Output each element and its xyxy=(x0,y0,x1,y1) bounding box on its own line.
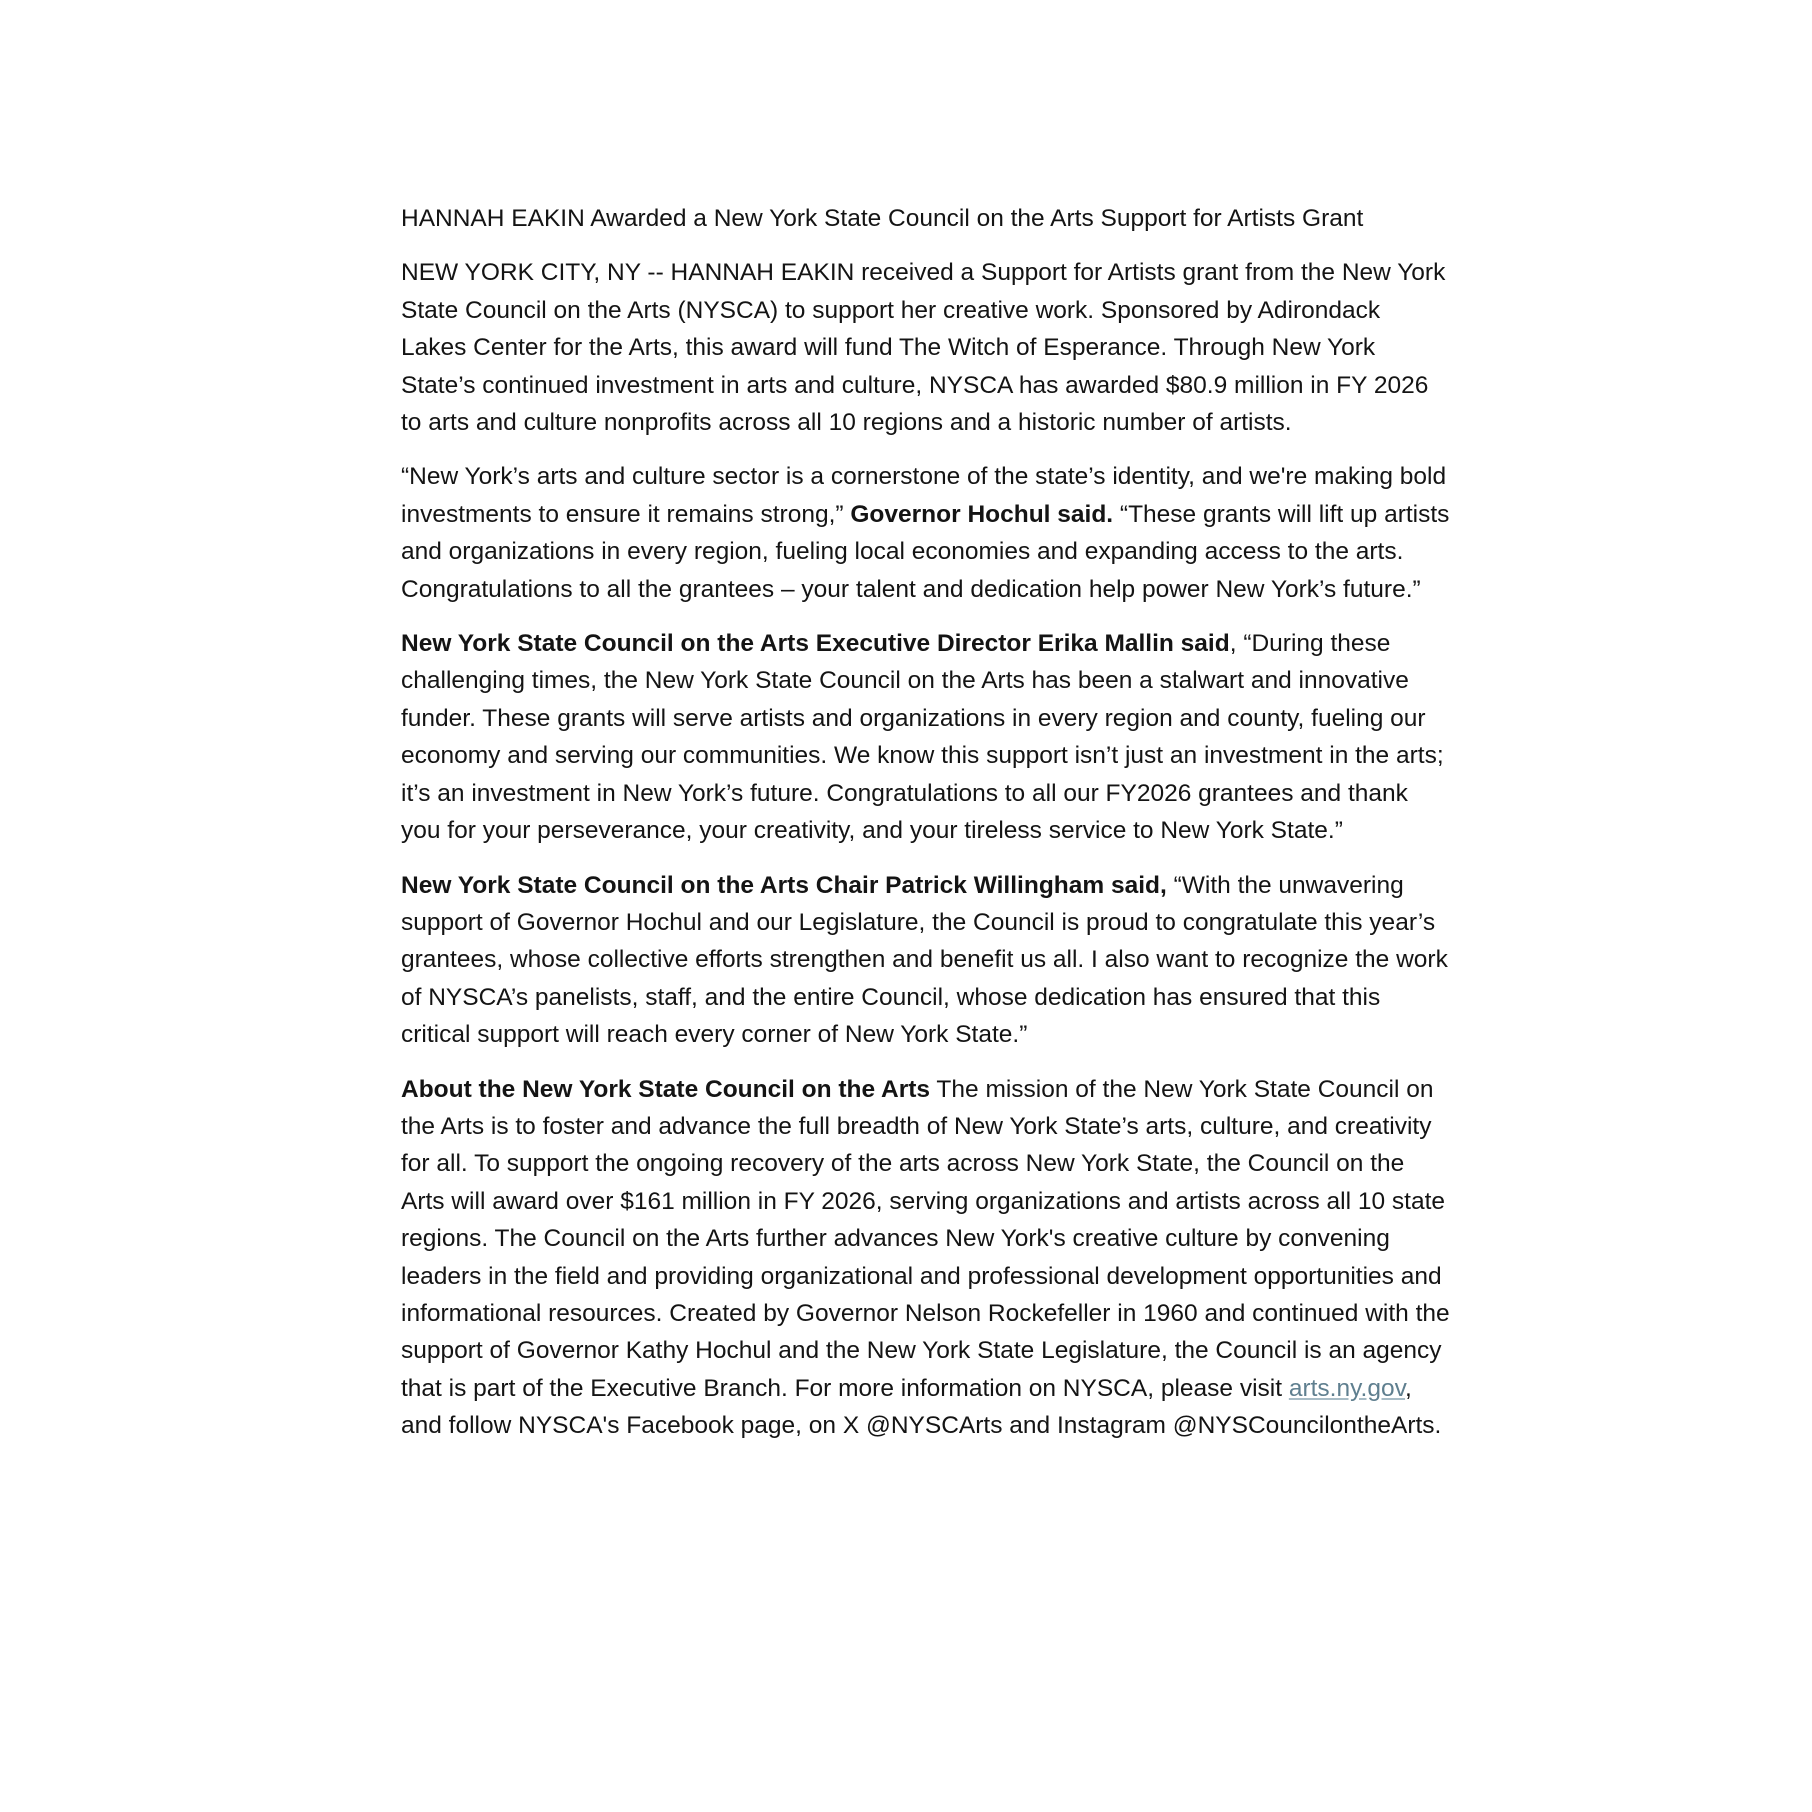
about-text: The mission of the New York State Council on the Arts is to foster and advance the full breadth of New York State’s arts, culture, and creativity for all. To support the ongoing recovery of the arts across New York State, the Council on the Arts will award over $161 million in FY 2026, serving organizations and artists across all 10 state regions. The Council on the Arts further advances New York's creative culture by convening leaders in the field and providing organizational and professional development opportunities and informational resources. Created by Governor Nelson Rockefeller in 1960 and continued with the support of Governor Kathy Hochul and the New York State Legislature, the Council is an agency that is part of the Executive Branch. For more information on NYSCA, please visit xyxy=(401,1075,1450,1402)
about-paragraph xyxy=(401,1071,1451,1445)
chair-quote-text: “With the unwavering support of Governor Hochul and our Legislature, the Council is proud to congratulate this year’s grantees, whose collective efforts strengthen and benefit us all. I also want to recognize the work of NYSCA’s panelists, staff, and the entire Council, whose dedication has ensured that this critical support will reach every corner of New York State.” xyxy=(401,871,1448,1049)
press-release xyxy=(401,200,1451,1462)
press-release-title: HANNAH EAKIN Awarded a New York State Council on the Arts Support for Artists Grant xyxy=(401,205,1364,232)
intro-paragraph: NEW YORK CITY, NY -- HANNAH EAKIN received a Support for Artists grant from the New York State Council on the Arts (NYSCA) to support her creative work. Sponsored by Adirondack Lakes Center for the Arts, this award will fund The Witch of Esperance. Through New York State’s continued investment in arts and culture, NYSCA has awarded $80.9 million in FY 2026 to arts and culture nonprofits across all 10 regions and a historic number of artists. xyxy=(401,259,1446,437)
chair-quote-paragraph xyxy=(401,867,1451,1054)
governor-quote-continuation: “These grants will lift up artists and organizations in every region, fueling local economies and expanding access to the arts. Congratulations to all the grantees – your talent and dedication help power New York’s future.” xyxy=(401,500,1450,603)
arts-ny-gov-link[interactable]: arts.ny.gov xyxy=(1288,1374,1406,1402)
about-heading: About the New York State Council on the Arts xyxy=(401,1075,931,1103)
about-closing: , and follow NYSCA's Facebook page, on X @NYSCArts and Instagram @NYSCouncilontheArts. xyxy=(401,1374,1442,1440)
director-quote-text: , “During these challenging times, the New York State Council on the Arts has been a stalwart and innovative funder. These grants will serve artists and organizations in every region and county, fueling our economy and serving our communities. We know this support isn’t just an investment in the arts; it’s an investment in New York’s future. Congratulations to all our FY2026 grantees and thank you for your perseverance, your creativity, and your tireless service to New York State.” xyxy=(401,630,1444,845)
director-attribution: New York State Council on the Arts Executive Director Erika Mallin said xyxy=(401,630,1230,658)
governor-quote-text: “New York’s arts and culture sector is a cornerstone of the state’s identity, and we're making bold investments to ensure it remains strong,” xyxy=(401,463,1447,528)
director-quote-paragraph xyxy=(401,625,1451,849)
governor-quote-paragraph xyxy=(401,458,1451,608)
governor-attribution: Governor Hochul said. xyxy=(850,500,1114,528)
chair-attribution: New York State Council on the Arts Chair Patrick Willingham said, xyxy=(401,871,1167,899)
